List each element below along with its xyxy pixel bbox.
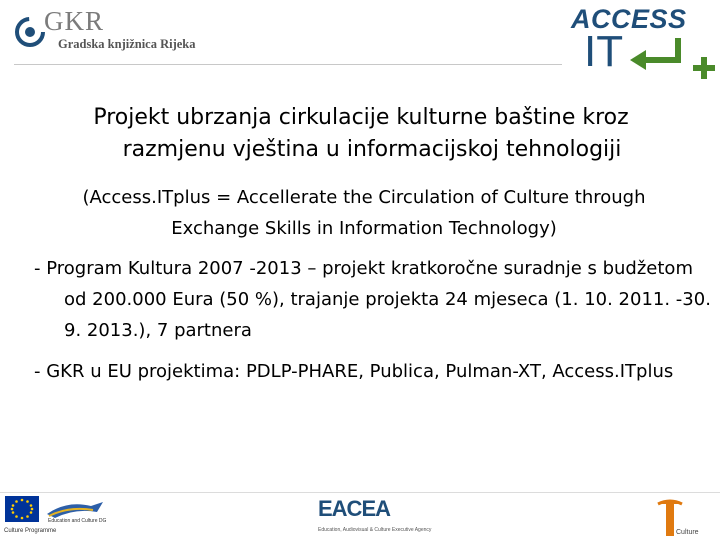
eu-flag-icon: [5, 496, 39, 522]
footer-divider: [0, 492, 720, 493]
culture-caption: Culture: [676, 529, 699, 536]
edu-caption: Education and Culture DG: [48, 518, 107, 524]
eu-projects-bullet: - GKR u EU projektima: PDLP-PHARE, Publica, Pulman-XT, Access.ITplus: [34, 361, 674, 382]
eu-caption: Culture Programme: [4, 528, 57, 534]
definition-line1: (Access.ITplus = Accellerate the Circulation of Culture through: [82, 187, 646, 208]
slide-title-line1: Projekt ubrzanja cirkulacije kulturne baštine kroz: [93, 105, 629, 130]
gkr-swirl-icon: [14, 16, 46, 48]
header-divider: [14, 64, 562, 65]
slide-title: [26, 102, 696, 166]
access-logo-it: IT: [584, 27, 624, 76]
access-itplus-definition: [34, 182, 694, 244]
gkr-logo-title: GKR: [44, 6, 105, 36]
gkr-logo-subtitle: Gradska knjižnica Rijeka: [58, 37, 196, 51]
slide-title-line2: razmjenu vještina u informacijskoj tehnologiji: [122, 137, 622, 162]
eacea-subtitle: Education, Audiovisual & Culture Executive Agency: [318, 527, 432, 533]
access-logo-word: ACCESS: [571, 4, 687, 34]
eacea-logo: EACEA: [318, 496, 391, 521]
program-culture-bullet: - Program Kultura 2007 -2013 – projekt kratkoročne suradnje s budžetom od 200.000 Eura (50 %), trajanje projekta 24 mjeseca (1. 10. 2011. -30. 9. 2013.), 7 partnera: [34, 258, 711, 341]
definition-line2: Exchange Skills in Information Technology): [171, 218, 557, 239]
